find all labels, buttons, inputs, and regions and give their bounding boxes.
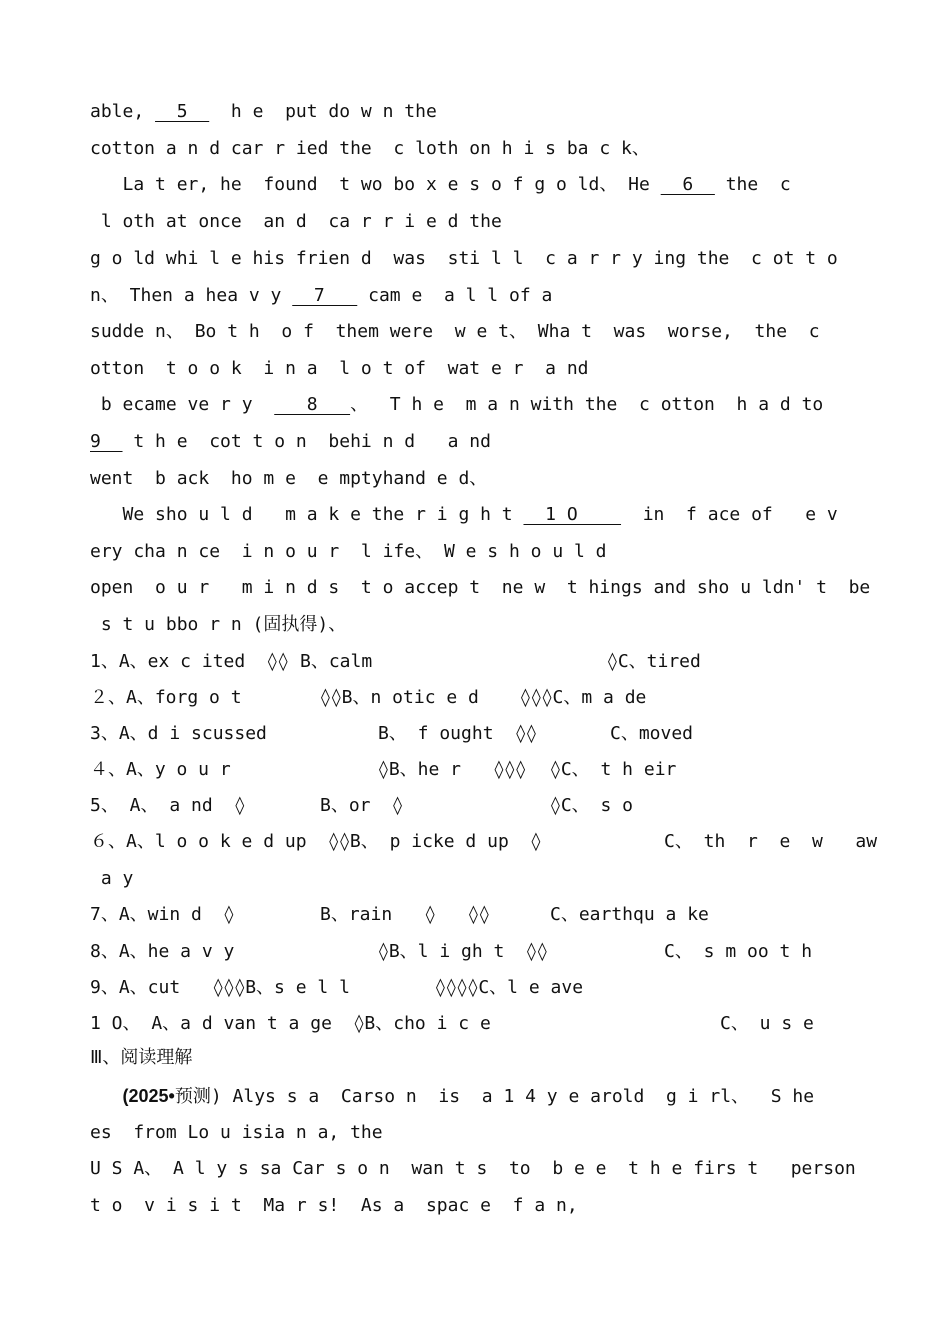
option-a: 1 O、 A、a d van t a ge ◊B、cho i c e: [90, 1013, 491, 1034]
passage-line: ery cha n ce i n o u r l ife、 W e s h o u l d: [90, 541, 607, 562]
option-c: C、 th r e w aw: [664, 831, 878, 852]
option-b: B、calm: [300, 651, 373, 672]
passage-line: g o ld whi l e his frien d was sti l l c a r r y ing the c ot t o: [90, 248, 838, 269]
option-a: 3、A、d i scussed: [90, 723, 267, 744]
option-b: ◊B、he r ◊◊◊: [378, 759, 527, 780]
option-b: B、 f ought ◊◊: [378, 723, 537, 744]
section-heading: Ⅲ、阅读理解: [90, 1047, 193, 1068]
blank-8: 8: [274, 394, 351, 415]
reading-line: es from Lo u isia n a, the: [90, 1122, 383, 1143]
option-a: 8、A、he a v y: [90, 941, 235, 962]
option-a: ２、A、forg o t: [90, 687, 242, 708]
passage-line: l oth at once an d ca r r i e d the: [90, 211, 502, 232]
blank-9: 9: [90, 431, 123, 452]
passage-line: cotton a n d car r ied the c loth on h i s ba c k、: [90, 138, 650, 159]
blank-5: 5: [155, 101, 210, 122]
option-c: C、earthqu a ke: [550, 904, 709, 925]
option-a: ４、A、y o u r: [90, 759, 231, 780]
option-a: 5、 A、 a nd ◊: [90, 795, 246, 816]
option-wrap: a y: [90, 868, 134, 889]
option-c: ◊C、 t h eir: [550, 759, 677, 780]
option-b: ◊◊◊◊C、l e ave: [435, 977, 584, 998]
blank-7: 7: [292, 285, 358, 306]
reading-line: t o v i s i t Ma r s! As a spac e f a n,: [90, 1195, 578, 1216]
option-b: B、rain ◊ ◊◊: [320, 904, 490, 925]
option-c: ◊◊◊C、m a de: [520, 687, 647, 708]
option-c: C、 s m oo t h: [664, 941, 813, 962]
passage-line: We sho u l d m a k e the r i g h t 1 O in f ace of e v: [90, 504, 838, 525]
option-c: ◊C、 s o: [550, 795, 634, 816]
passage-line: n、 Then a hea v y 7 cam e a l l of a: [90, 285, 553, 306]
option-c: C、 u s e: [720, 1013, 814, 1034]
passage-line: La t er, he found t wo bo x e s o f g o ld、 He 6 the c: [90, 174, 791, 195]
passage-line: b ecame ve r y 8 、 T h e m a n with the c otton h a d to: [90, 394, 824, 415]
option-a: 7、A、win d ◊: [90, 904, 235, 925]
passage-line: open o u r m i n d s t o accep t ne w t hings and sho u ldn' t be: [90, 577, 871, 598]
option-c: ◊C、tired: [607, 651, 701, 672]
option-c: C、moved: [610, 723, 694, 744]
passage-line: s t u bbo r n (固执得)、: [90, 614, 347, 635]
option-b: ◊B、l i gh t ◊◊: [378, 941, 548, 962]
passage-line: able, 5 h e put do w n the: [90, 101, 437, 122]
passage-line: 9 t h e cot t o n behi n d a nd: [90, 431, 491, 452]
passage-line: went b ack ho m e e mptyhand e d、: [90, 468, 488, 489]
blank-10: 1 O: [523, 504, 622, 525]
option-a: ６、A、l o o k e d up ◊◊B、 p icke d up ◊: [90, 831, 542, 852]
option-b: ◊◊B、n otic e d: [320, 687, 479, 708]
reading-line: (2025•预测) Alys s a Carso n is a 1 4 y e arold g i rl、 S he: [122, 1086, 815, 1107]
reading-line: U S A、 A l y s sa Car s o n wan t s to b e e t h e firs t person: [90, 1158, 856, 1179]
option-b: B、or ◊: [320, 795, 404, 816]
blank-6: 6: [660, 174, 715, 195]
option-a: 1、A、ex c ited ◊◊: [90, 651, 289, 672]
passage-line: otton t o o k i n a l o t of wat e r a nd: [90, 358, 589, 379]
option-a: 9、A、cut ◊◊◊B、s e l l: [90, 977, 350, 998]
passage-line: sudde n、 Bo t h o f them were w e t、 Wha t was worse, the c: [90, 321, 820, 342]
